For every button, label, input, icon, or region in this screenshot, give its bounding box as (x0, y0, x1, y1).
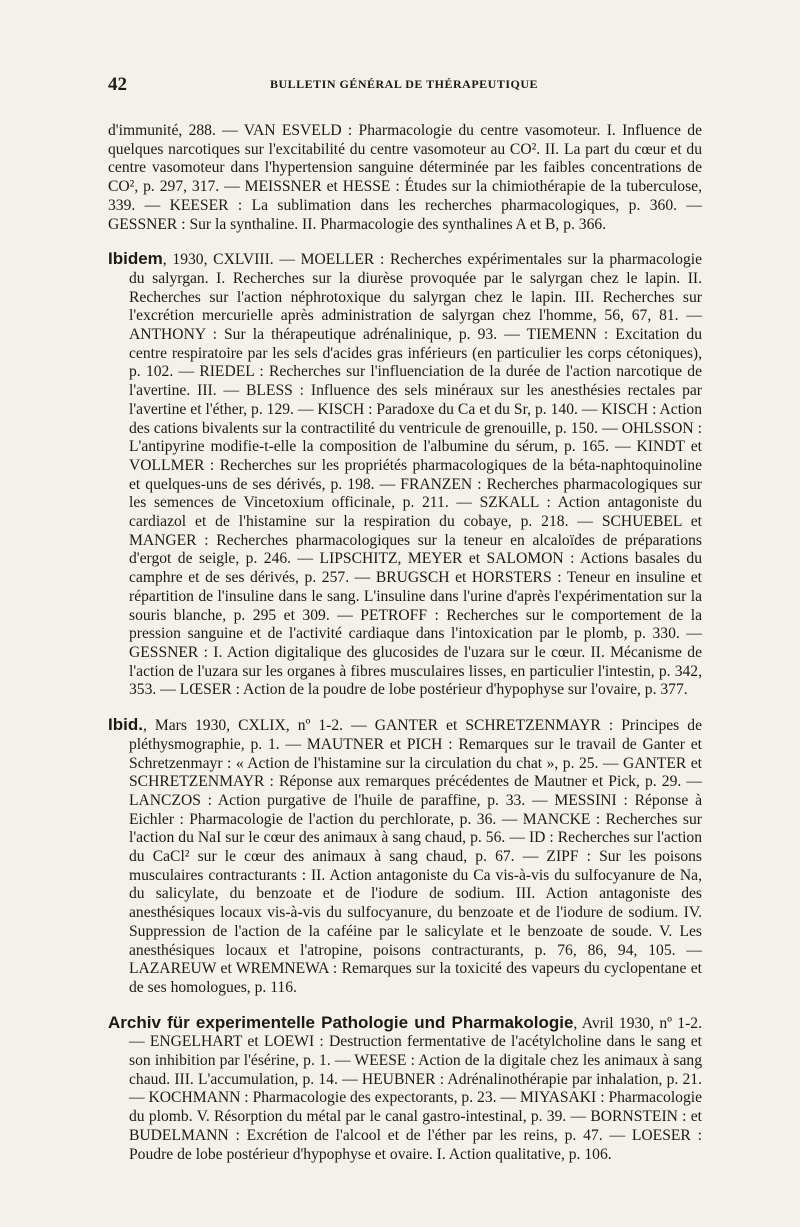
entry-source: Ibidem (108, 249, 163, 269)
entry-archiv (108, 1014, 702, 1165)
entry-ibid-mars (108, 716, 702, 998)
entry-text: , Mars 1930, CXLIX, nº 1-2. — GANTER et SCHRETZENMAYR : Principes de pléthysmographie, p. 1. — MAUTNER et PICH : Remarques sur le travail de Ganter et Schretzenmayr : « Action de l'histamine sur la circulation du chat », p. 25. — GANTER et SCHRETZENMAYR : Réponse aux remarques précédentes de Mautner et Pick, p. 29. — LANCZOS : Action purgative de l'huile de paraffine, p. 33. — MESSINI : Réponse à Eichler : Pharmacologie de l'action du perchlorate, p. 36. — MANCKE : Recherches sur l'action du NaI sur le cœur des animaux à sang chaud, p. 56. — ID : Recherches sur l'action du CaCl² sur le cœur des animaux à sang chaud, p. 67. — ZIPF : Sur les poisons musculaires contracturants : II. Action antagoniste du Ca vis-à-vis du sulfocyanure de Na, du salicylate, du benzoate et de l'iodure de sodium. III. Action antagoniste des anesthésiques locaux vis-à-vis du sulfocyanure, du benzoate et de l'iodure de sodium. IV. Suppression de l'action de la caféine par le salicylate et le benzoate de soude. V. Les anesthésiques locaux et l'atropine, poisons contracturants, p. 76, 86, 94, 105. — LAZAREUW et WREMNEWA : Remarques sur la toxicité des vapeurs du cyclopentane et de ses homologues, p. 116. (129, 717, 702, 996)
running-head (108, 74, 700, 98)
journal-title: BULLETIN GÉNÉRAL DE THÉRAPEUTIQUE (269, 77, 538, 91)
entry-ibidem (108, 250, 702, 700)
bibliography-text (108, 122, 702, 1180)
entry-text: d'immunité, 288. — VAN ESVELD : Pharmacologie du centre vasomoteur. I. Influence de quelques narcotiques sur l'excitabilité du centre vasomoteur au CO². II. La part du cœur et du centre vasomoteur dans l'hypertension sanguine déterminée par les faibles concentrations de CO², p. 297, 317. — MEISSNER et HESSE : Études sur la chimiothérapie de la tuberculose, 339. — KEESER : La sublimation dans les recherches pharmacologiques, p. 360. — GESSNER : Sur la synthaline. II. Pharmacologie des synthalines A et B, p. 366. (108, 122, 702, 233)
entry-continuation (108, 122, 702, 234)
entry-text: , 1930, CXLVIII. — MOELLER : Recherches expérimentales sur la pharmacologie du salyrgan. I. Recherches sur la diurèse provoquée par le salyrgan chez le lapin. II. Recherches sur l'action néphrotoxique du salyrgan chez le lapin. III. Recherches sur l'excrétion mercurielle après administration de salyrgan chez l'homme, 56, 67, 81. — ANTHONY : Sur la thérapeutique adrénalinique, p. 93. — TIEMENN : Excitation du centre respiratoire par les sels d'acides gras inférieurs (en particulier les corps cétoniques), p. 102. — RIEDEL : Recherches sur l'influenciation de la durée de l'action narcotique de l'avertine. III. — BLESS : Influence des sels minéraux sur les anesthésies rectales par l'avertine et l'éther, p. 129. — KISCH : Paradoxe du Ca et du Sr, p. 140. — KISCH : Action des cations bivalents sur la contractilité du ventricule de grenouille, p. 150. — OHLSSON : L'antipyrine modifie-t-elle la composition de l'albumine du sérum, p. 165. — KINDT et VOLLMER : Recherches sur les propriétés pharmacologiques de la béta-naphtoquinoline et quelques-uns de ses dérivés, p. 198. — FRANZEN : Recherches pharmacologiques sur les semences de Vincetoxium officinale, p. 211. — SZKALL : Action antagoniste du cardiazol et de l'histamine sur la respiration du cobaye, p. 218. — SCHUEBEL et MANGER : Recherches pharmacologiques sur la teneur en alcaloïdes de préparations d'ergot de seigle, p. 246. — LIPSCHITZ, MEYER et SALOMON : Actions basales du camphre et de ses dérivés, p. 257. — BRUGSCH et HORSTERS : Teneur en insuline et répartition de l'insuline dans le sang. L'insuline dans l'urine d'après l'expérimentation sur la souris blanche, p. 295 et 309. — PETROFF : Recherches sur le comportement de la pression sanguine et de l'activité cardiaque dans l'intoxication par le plomb, p. 330. — GESSNER : I. Action digitalique des glucosides de l'uzara sur le cœur. II. Mécanisme de l'action de l'uzara sur les organes à fibres musculaires lisses, en particulier l'intestin, p. 342, 353. — LŒSER : Action de la poudre de lobe postérieur d'hypophyse sur l'ovaire, p. 377. (129, 251, 702, 699)
entry-source: Archiv für experimentelle Pathologie und Pharmakologie (108, 1012, 574, 1032)
page-number: 42 (108, 74, 127, 95)
entry-source: Ibid. (108, 715, 143, 735)
entry-text: , Avril 1930, nº 1-2. — ENGELHART et LOEWI : Destruction fermentative de l'acétylcholine dans le sang et son inhibition par l'ésérine, p. 1. — WEESE : Action de la digitale chez les animaux à sang chaud. III. L'accumulation, p. 14. — HEUBNER : Adrénalinothérapie par inhalation, p. 21. — KOCHMANN : Pharmacologie des expectorants, p. 23. — MIYASAKI : Pharmacologie du plomb. V. Résorption du métal par le canal gastro-intestinal, p. 39. — BORNSTEIN : et BUDELMANN : Excrétion de l'alcool et de l'éther par les reins, p. 47. — LOESER : Poudre de lobe postérieur d'hypophyse et ovaire. I. Action qualitative, p. 106. (129, 1014, 702, 1163)
